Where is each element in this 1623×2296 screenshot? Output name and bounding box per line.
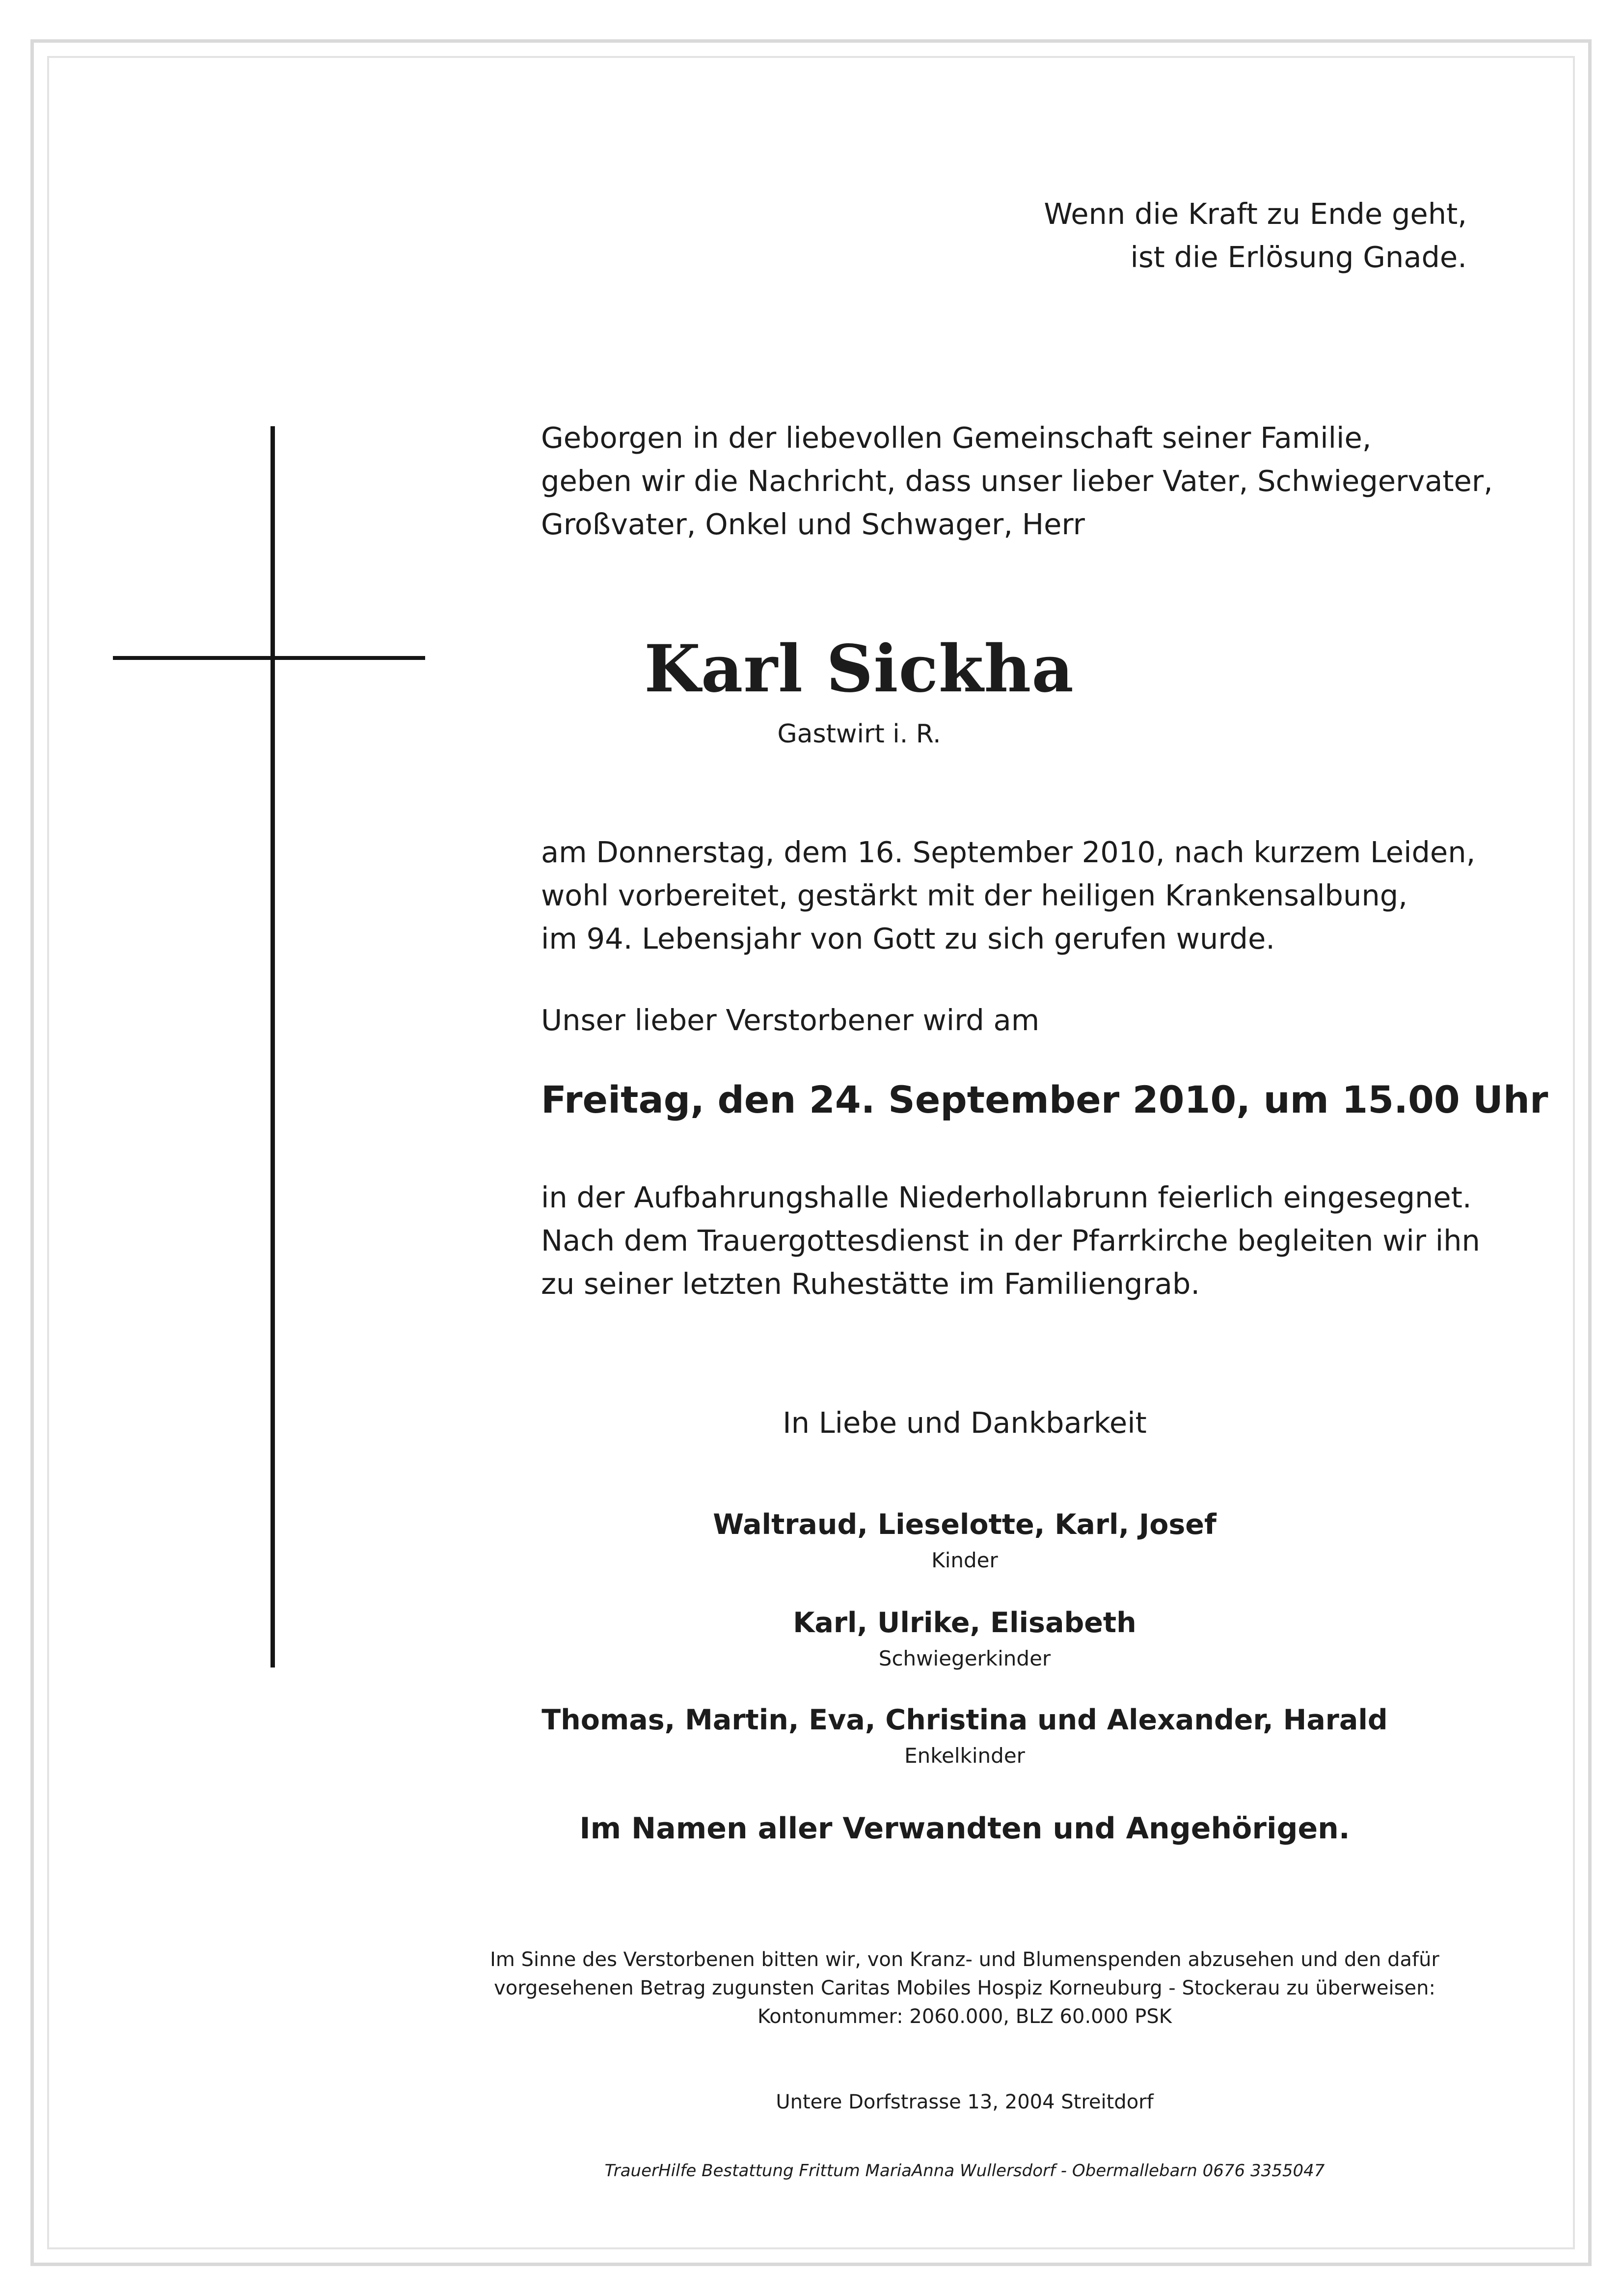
motto: Wenn die Kraft zu Ende geht, ist die Erlösung Gnade. [1044, 197, 1467, 274]
deceased-title: Gastwirt i. R. [777, 719, 941, 749]
family-role-grandchildren: Enkelkinder [904, 1744, 1025, 1768]
closing-line: In Liebe und Dankbarkeit [783, 1406, 1147, 1440]
cross-vertical-bar [270, 426, 275, 1667]
funeral-date-time: Freitag, den 24. September 2010, um 15.00 Uhr [541, 1078, 1548, 1121]
donation-request: Im Sinne des Verstorbenen bitten wir, von Kranz- und Blumenspenden abzusehen und den dafür vorgesehenen Betrag zugunsten Caritas Mobiles Hospiz Korneuburg - Stockerau zu überweisen: Kontonummer: 2060.000, BLZ 60.000 PSK [490, 1948, 1439, 2028]
family-names-children: Waltraud, Lieselotte, Karl, Josef [713, 1508, 1217, 1541]
deceased-name: Karl Sickha [644, 631, 1074, 707]
funeral-intro: Unser lieber Verstorbener wird am [541, 1003, 1040, 1037]
family-address: Untere Dorfstrasse 13, 2004 Streitdorf [776, 2091, 1154, 2113]
funeral-home-footer: TrauerHilfe Bestattung Frittum MariaAnna Wullersdorf - Obermallebarn 0676 3355047 [604, 2161, 1325, 2181]
family-names-in-laws: Karl, Ulrike, Elisabeth [793, 1607, 1136, 1639]
death-notice: am Donnerstag, dem 16. September 2010, nach kurzem Leiden, wohl vorbereitet, gestärkt mit der heiligen Krankensalbung, im 94. Lebensjahr von Gott zu sich gerufen wurde. [541, 835, 1476, 956]
all-relatives-line: Im Namen aller Verwandten und Angehörigen. [579, 1811, 1350, 1846]
intro-text: Geborgen in der liebevollen Gemeinschaft seiner Familie, geben wir die Nachricht, dass unser lieber Vater, Schwiegervater, Großvater, Onkel und Schwager, Herr [541, 421, 1493, 541]
cross-horizontal-bar [113, 656, 425, 660]
family-role-children: Kinder [931, 1548, 998, 1572]
family-names-grandchildren: Thomas, Martin, Eva, Christina und Alexander, Harald [541, 1704, 1388, 1736]
funeral-ceremony: in der Aufbahrungshalle Niederhollabrunn feierlich eingesegnet. Nach dem Trauergottesdienst in der Pfarrkirche begleiten wir ihn zu seiner letzten Ruhestätte im Familiengrab. [541, 1180, 1480, 1301]
family-role-in-laws: Schwiegerkinder [878, 1646, 1051, 1670]
page-border-inner [47, 56, 1575, 2249]
